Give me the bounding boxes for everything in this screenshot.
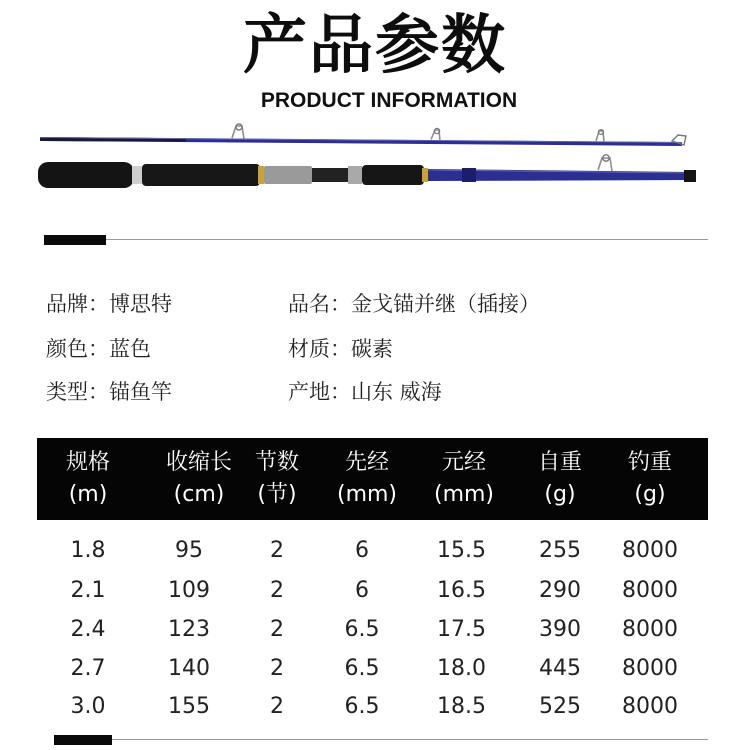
spec-type-value: 锚鱼竿 [109,380,172,404]
cell-length: 2.1 [70,578,106,603]
header-closed-length-unit: (cm) [173,482,225,507]
cell-sections: 2 [270,578,284,603]
spec-brand [46,290,172,318]
cell-butt-diameter: 16.5 [437,578,486,603]
header-butt-diameter-unit: (mm) [433,482,495,507]
table-row [37,688,708,726]
spec-color-key: 颜色 ： [46,337,109,361]
spec-origin [288,378,442,406]
spec-material-key: 材质 ： [288,337,351,361]
cell-length: 2.4 [70,617,106,642]
cell-weight: 390 [539,617,581,642]
table-row [37,532,708,570]
cell-sections: 2 [270,656,284,681]
header-tip-diameter [327,438,407,520]
table-row [37,650,708,688]
cell-weight: 290 [539,578,581,603]
spec-origin-value: 山东 威海 [351,380,442,404]
cell-closed-length: 155 [168,694,210,719]
cell-weight: 445 [539,656,581,681]
header-lure-weight [615,438,685,520]
header-sections-unit: (节) [257,482,297,507]
spec-name-key: 品名 ： [288,292,351,316]
cell-closed-length: 109 [168,578,210,603]
header-closed-length-name: 收缩长 [165,450,232,475]
header-closed-length [144,438,254,520]
header-weight-name: 自重 [537,450,582,475]
cell-tip-diameter: 6 [355,538,369,563]
header-butt-diameter-name: 元经 [441,450,486,475]
cell-butt-diameter: 15.5 [437,538,486,563]
cell-length: 2.7 [70,656,106,681]
footer-divider-accent [54,735,112,745]
header-lure-weight-name: 钓重 [627,450,672,475]
cell-butt-diameter: 18.0 [437,656,486,681]
header-weight-unit: (g) [544,482,576,507]
header-butt-diameter [424,438,504,520]
page-subtitle: PRODUCT INFORMATION [260,89,518,112]
rod-tip-section [40,124,686,146]
cell-sections: 2 [270,694,284,719]
cell-closed-length: 123 [168,617,210,642]
spec-name [288,290,540,318]
cell-tip-diameter: 6 [355,578,369,603]
header-sections-name: 节数 [254,450,299,475]
cell-length: 3.0 [70,694,106,719]
cell-sections: 2 [270,538,284,563]
cell-closed-length: 140 [168,656,210,681]
table-row [37,572,708,610]
cell-butt-diameter: 17.5 [437,617,486,642]
cell-lure-weight: 8000 [622,578,678,603]
cell-closed-length: 95 [175,538,203,563]
section-divider [44,239,708,240]
header-length-name: 规格 [65,450,110,475]
spec-material [288,335,393,363]
spec-material-value: 碳素 [351,337,393,361]
spec-type [46,378,172,406]
cell-lure-weight: 8000 [622,538,678,563]
footer-divider [54,739,708,740]
cell-weight: 255 [539,538,581,563]
header-weight [525,438,595,520]
spec-table-header [37,438,708,520]
header-sections [242,438,312,520]
header-lure-weight-unit: (g) [634,482,666,507]
table-row [37,611,708,649]
cell-lure-weight: 8000 [622,694,678,719]
divider-accent [44,235,106,245]
spec-type-key: 类型 ： [46,380,109,404]
spec-color [46,335,151,363]
spec-color-value: 蓝色 [109,337,151,361]
spec-brand-key: 品牌 ： [46,292,109,316]
cell-tip-diameter: 6.5 [344,656,380,681]
rod-butt-section [38,155,696,188]
fishing-rod-illustration [36,122,706,192]
header-length [53,438,123,520]
header-length-unit: (m) [68,482,108,507]
header-tip-diameter-unit: (mm) [336,482,398,507]
cell-length: 1.8 [70,538,106,563]
spec-brand-value: 博思特 [109,292,172,316]
cell-weight: 525 [539,694,581,719]
cell-tip-diameter: 6.5 [344,694,380,719]
cell-lure-weight: 8000 [622,617,678,642]
header-tip-diameter-name: 先经 [344,450,389,475]
cell-lure-weight: 8000 [622,656,678,681]
cell-tip-diameter: 6.5 [344,617,380,642]
page-title: 产品参数 [243,9,507,83]
cell-sections: 2 [270,617,284,642]
cell-butt-diameter: 18.5 [437,694,486,719]
spec-origin-key: 产地 ： [288,380,351,404]
spec-name-value: 金戈锚并继（插接） [351,292,540,316]
